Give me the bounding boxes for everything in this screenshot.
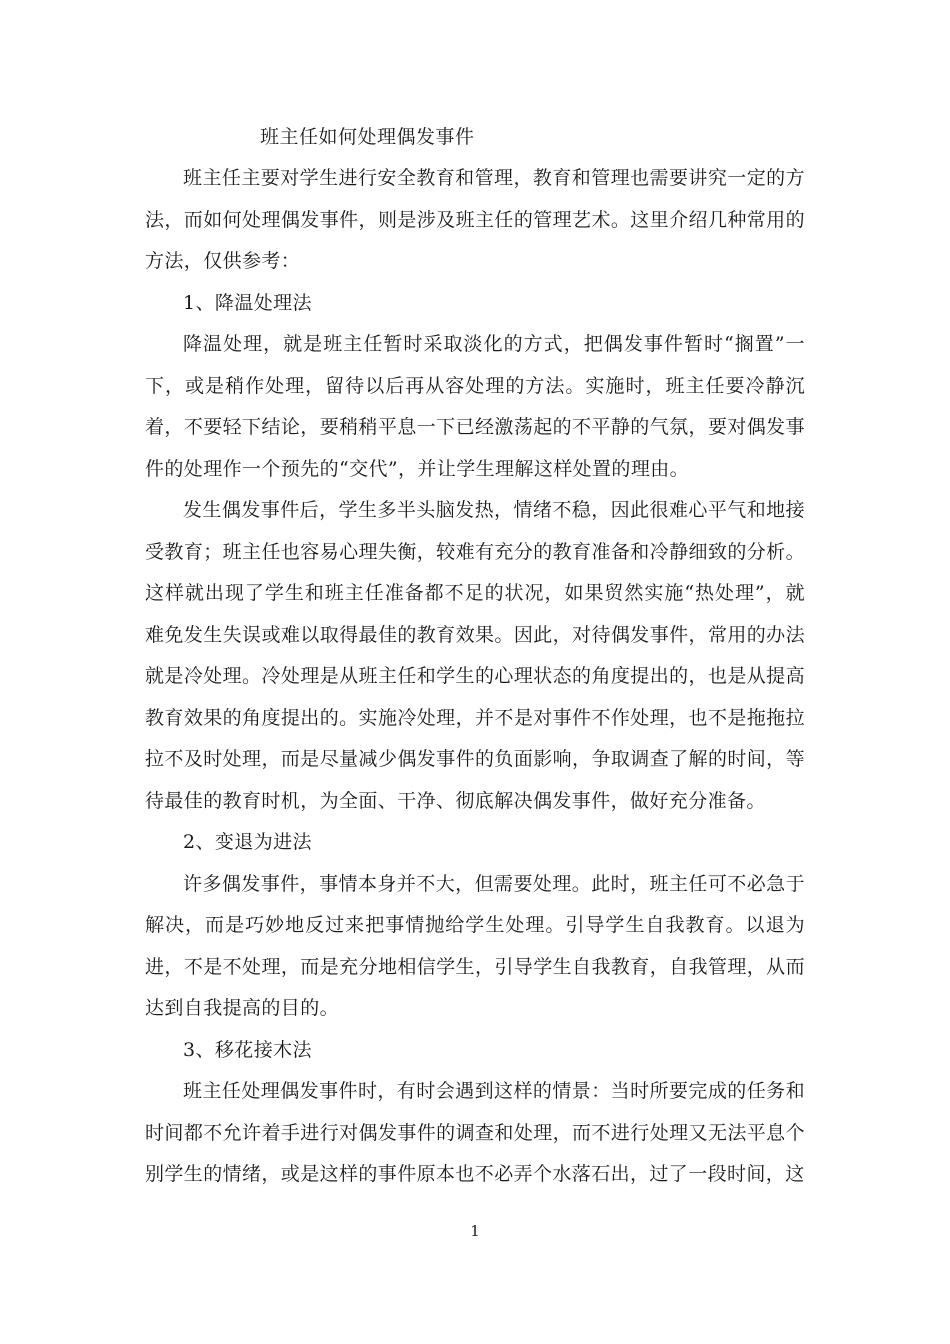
section-heading-2: 2、变退为进法 — [183, 831, 312, 853]
paragraph-graft-method: 班主任处理偶发事件时，有时会遇到这样的情景：当时所要完成的任务和时间都不允许着手进行对偶发事件的调查和处理，而不进行处理又无法平息个别学生的情绪，或是这样的事件原本也不必弄个水落石出，过了一段时间，这 — [145, 1080, 805, 1185]
document-body — [145, 117, 805, 1196]
paragraph-intro: 班主任主要对学生进行安全教育和管理，教育和管理也需要讲究一定的方法，而如何处理偶发事件，则是涉及班主任的管理艺术。这里介绍几种常用的方法，仅供参考： — [145, 167, 805, 272]
paragraph-cooling-explanation: 发生偶发事件后，学生多半头脑发热，情绪不稳，因此很难心平气和地接受教育；班主任也容易心理失衡，较难有充分的教育准备和冷静细致的分析。这样就出现了学生和班主任准备都不足的状况，如果贸然实施“热处理”，就难免发生失误或难以取得最佳的教育效果。因此，对待偶发事件，常用的办法就是冷处理。冷处理是从班主任和学生的心理状态的角度提出的，也是从提高教育效果的角度提出的。实施冷处理，并不是对事件不作处理，也不是拖拖拉拉不及时处理，而是尽量减少偶发事件的负面影响，争取调查了解的时间，等待最佳的教育时机，为全面、干净、彻底解决偶发事件，做好充分准备。 — [145, 499, 805, 812]
paragraph-cooling-definition: 降温处理，就是班主任暂时采取淡化的方式，把偶发事件暂时“搁置”一下，或是稍作处理，留待以后再从容处理的方法。实施时，班主任要冷静沉着，不要轻下结论，要稍稍平息一下已经激荡起的不平静的气氛，要对偶发事件的处理作一个预先的“交代”，并让学生理解这样处置的理由。 — [145, 333, 805, 480]
section-heading-3: 3、移花接木法 — [183, 1038, 312, 1061]
document-title: 班主任如何处理偶发事件 — [260, 126, 475, 148]
section-heading-1: 1、降温处理法 — [183, 291, 312, 314]
paragraph-retreat-advance: 许多偶发事件，事情本身并不大，但需要处理。此时，班主任可不必急于解决，而是巧妙地反过来把事情抛给学生处理。引导学生自我教育。以退为进，不是不处理，而是充分地相信学生，引导学生自我教育，自我管理，从而达到自我提高的目的。 — [145, 872, 805, 1019]
page-number: 1 — [470, 1222, 480, 1240]
